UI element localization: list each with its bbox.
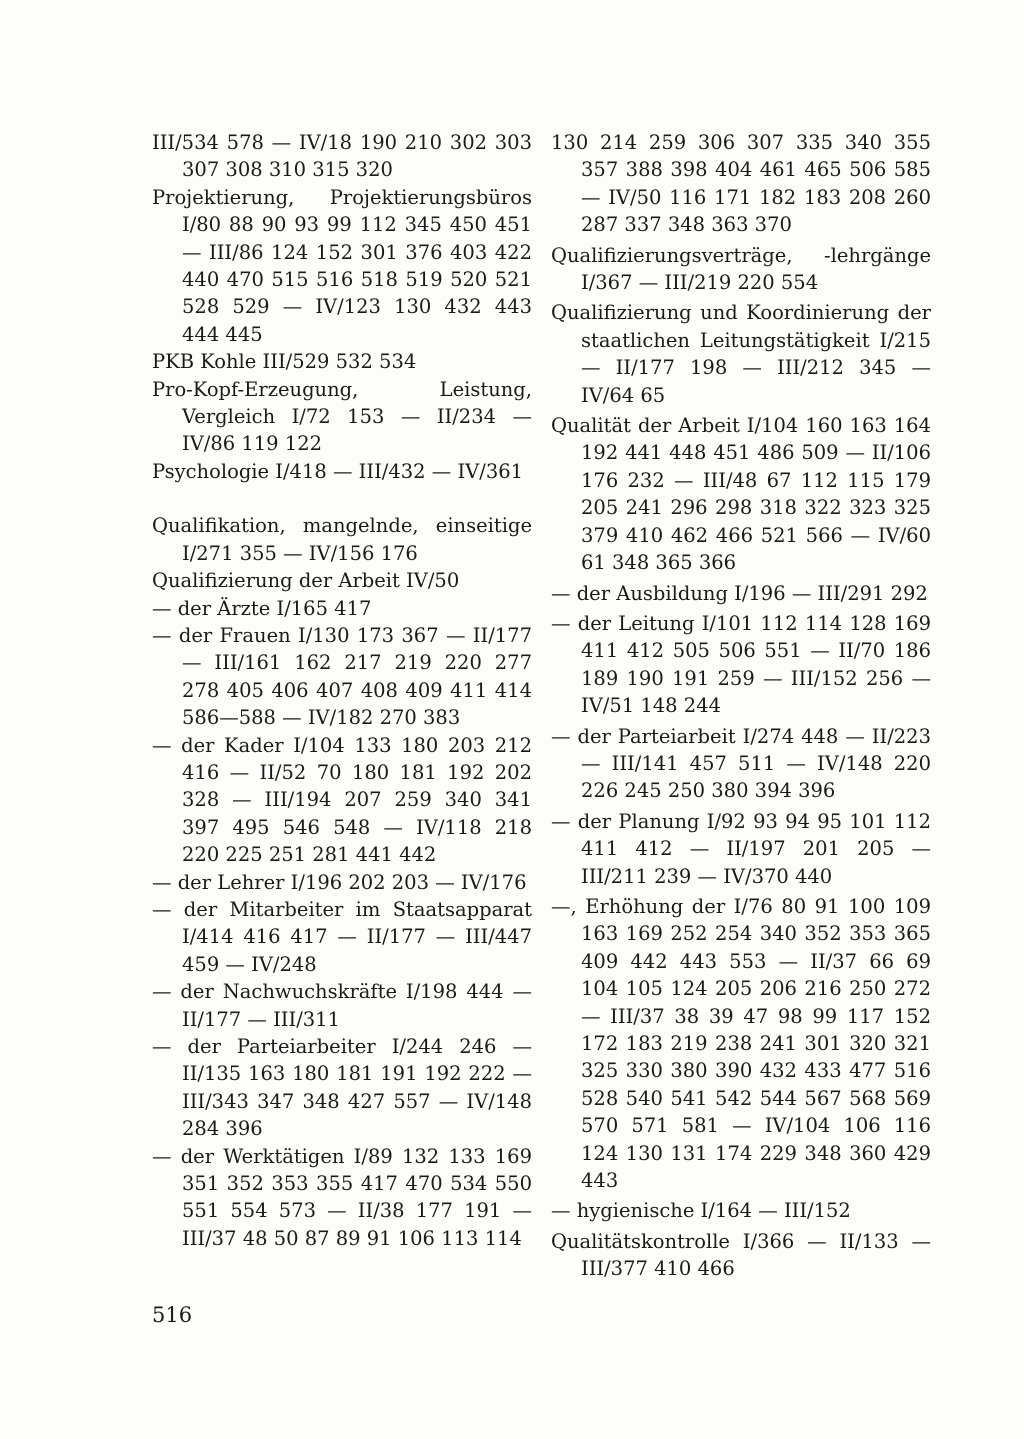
index-entry: Pro-Kopf-Erzeugung, Leistung, Vergleich I/72 153 — II/234 — IV/86 119 122 <box>152 377 532 456</box>
index-entry: — der Werktätigen I/89 132 133 169 351 352 353 355 417 470 534 550 551 554 573 — II/38 177 191 — III/37 48 50 87 89 91 106 113 114 <box>152 1144 532 1250</box>
index-entry: — der Lehrer I/196 202 203 — IV/176 <box>152 870 527 894</box>
index-entry: — der Ärzte I/165 417 <box>152 596 372 620</box>
index-entry: — der Nachwuchskräfte I/198 444 — II/177 — III/311 <box>152 980 532 1031</box>
index-entry: Psychologie I/418 — III/432 — IV/361 <box>152 459 524 483</box>
index-entry: Qualitätskontrolle I/366 — II/133 — III/377 410 466 <box>551 1229 931 1281</box>
index-entry: Qualifizierung der Arbeit IV/50 <box>152 569 460 593</box>
index-entry: Projektierung, Projektierungsbüros I/80 88 90 93 99 112 345 450 451 — III/86 124 152 301 376 403 422 440 470 515 516 518 519 520 521 528 529 — IV/123 130 432 443 444 445 <box>152 185 532 346</box>
index-column-right <box>551 129 931 1283</box>
index-entry: — der Parteiarbeit I/274 448 — II/223 — III/141 457 511 — IV/148 220 226 245 250 380 394 396 <box>551 724 931 803</box>
index-entry: Qualität der Arbeit I/104 160 163 164 192 441 448 451 486 509 — II/106 176 232 — III/48 67 112 115 179 205 241 296 298 318 322 323 325 379 410 462 466 521 566 — IV/60 61 348 365 366 <box>551 414 931 575</box>
letter-group-spacer <box>152 485 532 512</box>
index-entry: Qualifizierungsverträge, -lehrgänge I/367 — III/219 220 554 <box>551 243 931 295</box>
index-entry: Qualifizierung und Koordinierung der staatlichen Leitungstätigkeit I/215 — II/177 198 — III/212 345 — IV/64 65 <box>551 301 931 407</box>
index-entry: — der Ausbildung I/196 — III/291 292 <box>551 581 928 605</box>
index-entry: — der Leitung I/101 112 114 128 169 411 412 505 506 551 — II/70 186 189 190 191 259 — III/152 256 — IV/51 148 244 <box>551 611 931 718</box>
index-entry: — der Kader I/104 133 180 203 212 416 — II/52 70 180 181 192 202 328 — III/194 207 259 340 341 397 495 546 548 — IV/118 218 220 225 251 281 441 442 <box>152 733 532 867</box>
index-entry-continued: 130 214 259 306 307 335 340 355 357 388 398 404 461 465 506 585 — IV/50 116 171 182 183 208 260 287 337 348 363 370 <box>551 131 931 237</box>
index-entry: Qualifikation, mangelnde, einseitige I/271 355 — IV/156 176 <box>152 514 532 565</box>
index-entry: — der Parteiarbeiter I/244 246 — II/135 163 180 181 191 192 222 — III/343 347 348 427 557 — IV/148 284 396 <box>152 1035 532 1141</box>
index-entry: — hygienische I/164 — III/152 <box>551 1199 851 1223</box>
index-entry: — der Mitarbeiter im Staatsapparat I/414 416 417 — II/177 — III/447 459 — IV/248 <box>152 897 532 976</box>
index-entry: —, Erhöhung der I/76 80 91 100 109 163 169 252 254 340 352 353 365 409 442 443 553 — II/37 66 69 104 105 124 205 206 216 250 272 — III/37 38 39 47 98 99 117 152 172 183 219 238 241 301 320 321 325 330 380 390 432 433 477 516 528 540 541 542 544 567 568 569 570 571 581 — IV/104 106 116 124 130 131 174 229 348 360 429 443 <box>551 894 931 1193</box>
index-column-left <box>152 129 532 1252</box>
index-entry: PKB Kohle III/529 532 534 <box>152 350 417 374</box>
index-entry: — der Planung I/92 93 94 95 101 112 411 412 — II/197 201 205 — III/211 239 — IV/370 440 <box>551 809 931 888</box>
page-number: 516 <box>152 1303 193 1327</box>
index-entry: — der Frauen I/130 173 367 — II/177 — III/161 162 217 219 220 277 278 405 406 407 408 409 411 414 586—588 — IV/182 270 383 <box>152 623 532 730</box>
index-entry: III/534 578 — IV/18 190 210 302 303 307 308 310 315 320 <box>152 131 532 182</box>
